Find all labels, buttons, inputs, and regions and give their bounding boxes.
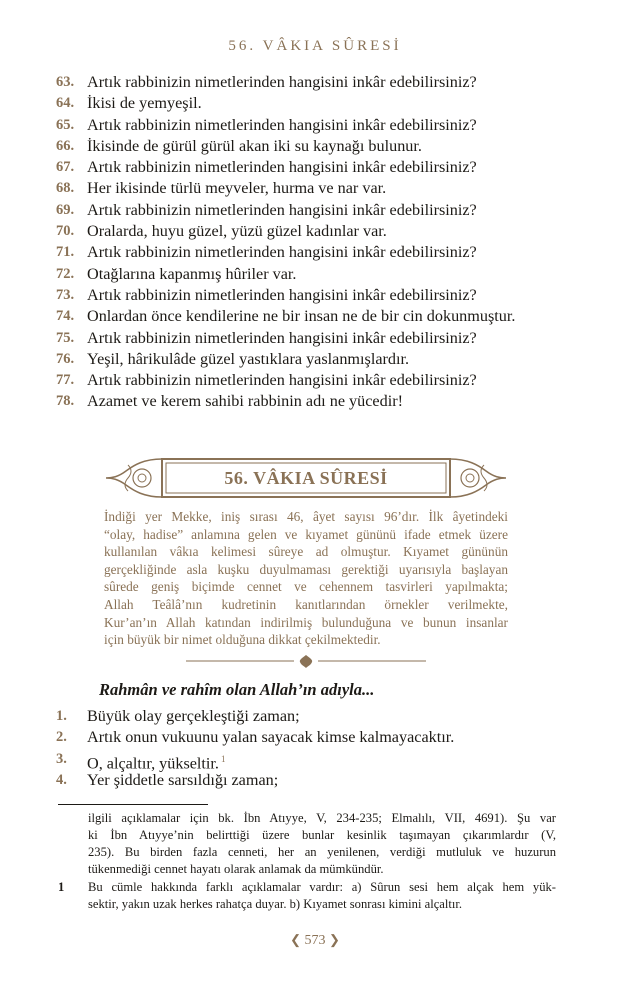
- verse-text: Artık onun vukuunu yalan sayacak kimse kalmayacaktır.: [87, 728, 455, 747]
- verse-text-body: O, alçaltır, yükseltir.: [87, 753, 219, 772]
- verse-line: [56, 157, 576, 178]
- verse-line: [56, 706, 576, 727]
- verse-line: [56, 221, 576, 242]
- verse-number: 75.: [56, 329, 75, 346]
- basmala: Rahmân ve rahîm olan Allah’ın adıyla...: [99, 680, 375, 699]
- verse-line: [56, 72, 576, 93]
- verse-line: [56, 93, 576, 114]
- intro-line: sûrede geniş biçimde cennet ve cehennem tasvirleri yapılmakta;: [104, 579, 508, 595]
- verse-line: [56, 328, 576, 349]
- ornament-divider: [186, 653, 426, 669]
- verse-line: [56, 370, 576, 391]
- page-number-text: 573: [304, 933, 326, 948]
- verse-number: 74.: [56, 308, 75, 325]
- page-number: [0, 932, 630, 949]
- verse-text: Oralarda, huyu güzel, yüzü güzel kadınlar var.: [87, 222, 387, 241]
- footnote-line: 235). Bu birden fazla cenneti, her an yenilenen, verdiği mutluluk ve huzurun: [88, 845, 556, 860]
- verse-number: 1.: [56, 708, 67, 724]
- verse-line: [56, 285, 576, 306]
- verse-line: [56, 242, 576, 263]
- verse-number: 72.: [56, 265, 75, 282]
- verse-list-top: [56, 72, 576, 413]
- footnote-line: ilgili açıklamalar için bk. İbn Atıyye, V, 234-235; Elmalılı, VII, 4691). Şu var: [88, 811, 556, 825]
- footnote-marker: 1: [58, 880, 65, 895]
- footnote-rule: [58, 804, 208, 805]
- verse-text: Artık rabbinizin nimetlerinden hangisini inkâr edebilirsiniz?: [87, 115, 477, 134]
- verse-number: 76.: [56, 350, 75, 367]
- verse-text: Otağlarına kapanmış hûriler var.: [87, 264, 297, 283]
- verse-text: İkisinde de gürül gürül akan iki su kaynağı bulunur.: [87, 136, 422, 155]
- verse-text: Artık rabbinizin nimetlerinden hangisini inkâr edebilirsiniz?: [87, 328, 477, 347]
- footnote-line: ki İbn Atıyye’nin belirttiği üzere bunlar kesinlik taşımayan çıkarımlardır (V,: [88, 828, 556, 843]
- verse-number: 77.: [56, 372, 75, 389]
- verse-line: [56, 391, 576, 412]
- verse-number: 64.: [56, 95, 75, 112]
- surah-intro: [104, 508, 508, 649]
- verse-text: Yeşil, hârikulâde güzel yastıklara yaslanmışlardır.: [87, 349, 410, 368]
- footnotes: [58, 810, 556, 914]
- verse-text: Azamet ve kerem sahibi rabbinin adı ne yücedir!: [87, 392, 403, 411]
- footnote-line: Bu cümle hakkında farklı açıklamalar vardır: a) Sûrun sesi hem alçak hem yük-: [88, 880, 556, 895]
- intro-line: Allah Teâlâ’nın kudretinin kanıtlarından örnekler verilmekte,: [104, 596, 508, 612]
- verse-number: 69.: [56, 201, 75, 218]
- verse-line: [56, 749, 576, 770]
- verse-number: 65.: [56, 116, 75, 133]
- intro-line: gerçekliğinde asla kuşku duyulmaması gerektiği uyarısıyla başlayan: [104, 561, 508, 577]
- verse-line: [56, 136, 576, 157]
- verse-text: Artık rabbinizin nimetlerinden hangisini inkâr edebilirsiniz?: [87, 73, 477, 91]
- intro-line: kullanılan vâkıa kelimesi sûreye ad olmuştur. Kıyamet gününün: [104, 544, 508, 560]
- footnote-line: sektir, yakın uzak herkes rahatça duyar. b) Kıyamet sonrası kimini alçaltır.: [88, 897, 463, 912]
- intro-line: için büyük bir nimet olduğuna dikkat çekilmektedir.: [104, 632, 381, 648]
- verse-line: [56, 349, 576, 370]
- verse-text: İkisi de yemyeşil.: [87, 94, 202, 113]
- footnote-reference[interactable]: 1: [220, 753, 226, 764]
- verse-text: Her ikisinde türlü meyveler, hurma ve nar var.: [87, 179, 387, 198]
- verse-text: Artık rabbinizin nimetlerinden hangisini inkâr edebilirsiniz?: [87, 371, 477, 390]
- verse-text: Artık rabbinizin nimetlerinden hangisini inkâr edebilirsiniz?: [87, 243, 477, 262]
- verse-line: [56, 115, 576, 136]
- verse-line: [56, 178, 576, 199]
- footnote-line: tükenmediği cennet hayatı olarak anlamak da mümkündür.: [88, 862, 384, 877]
- verse-number: 70.: [56, 223, 75, 240]
- intro-line: Kur’an’ın Allah katından indirilmiş bulunduğuna ve bunun insanlar: [104, 614, 508, 630]
- running-head: 56. VÂKIA SÛRESİ: [228, 38, 402, 54]
- leaf-ornament-icon: [300, 655, 312, 668]
- footnote-continued: [58, 810, 556, 878]
- verse-number: 67.: [56, 159, 75, 176]
- verse-number: 63.: [56, 74, 75, 90]
- verse-text: Artık rabbinizin nimetlerinden hangisini inkâr edebilirsiniz?: [87, 285, 477, 304]
- intro-line: “olay, hadise” anlamına gelen ve kıyamet gününü ifade etmek üzere: [104, 526, 508, 542]
- footnote-1: [58, 879, 556, 913]
- verse-text: Büyük olay gerçekleştiği zaman;: [87, 707, 300, 725]
- verse-list-new: [56, 706, 576, 791]
- verse-number: 73.: [56, 286, 75, 303]
- intro-line: İndiği yer Mekke, iniş sırası 46, âyet sayısı 96’dır. İlk âyetindeki: [104, 509, 508, 524]
- verse-number: 68.: [56, 180, 75, 197]
- verse-number: 78.: [56, 393, 75, 410]
- verse-number: 3.: [56, 750, 67, 767]
- verse-number: 4.: [56, 771, 67, 788]
- verse-number: 71.: [56, 244, 75, 261]
- verse-text: Onlardan önce kendilerine ne bir insan ne de bir cin dokunmuştur.: [87, 307, 516, 326]
- verse-line: [56, 264, 576, 285]
- verse-line: [56, 727, 576, 748]
- verse-number: 66.: [56, 137, 75, 154]
- verse-text: Yer şiddetle sarsıldığı zaman;: [87, 770, 279, 789]
- right-ornament-icon: ❯: [329, 932, 340, 947]
- verse-line: [56, 770, 576, 791]
- verse-text: Artık rabbinizin nimetlerinden hangisini inkâr edebilirsiniz?: [87, 158, 477, 177]
- verse-line: [56, 200, 576, 221]
- surah-title: 56. VÂKIA SÛRESİ: [224, 468, 388, 488]
- verse-line: [56, 306, 576, 327]
- verse-text: Artık rabbinizin nimetlerinden hangisini inkâr edebilirsiniz?: [87, 200, 477, 219]
- left-ornament-icon: ❮: [290, 932, 301, 947]
- verse-number: 2.: [56, 729, 67, 746]
